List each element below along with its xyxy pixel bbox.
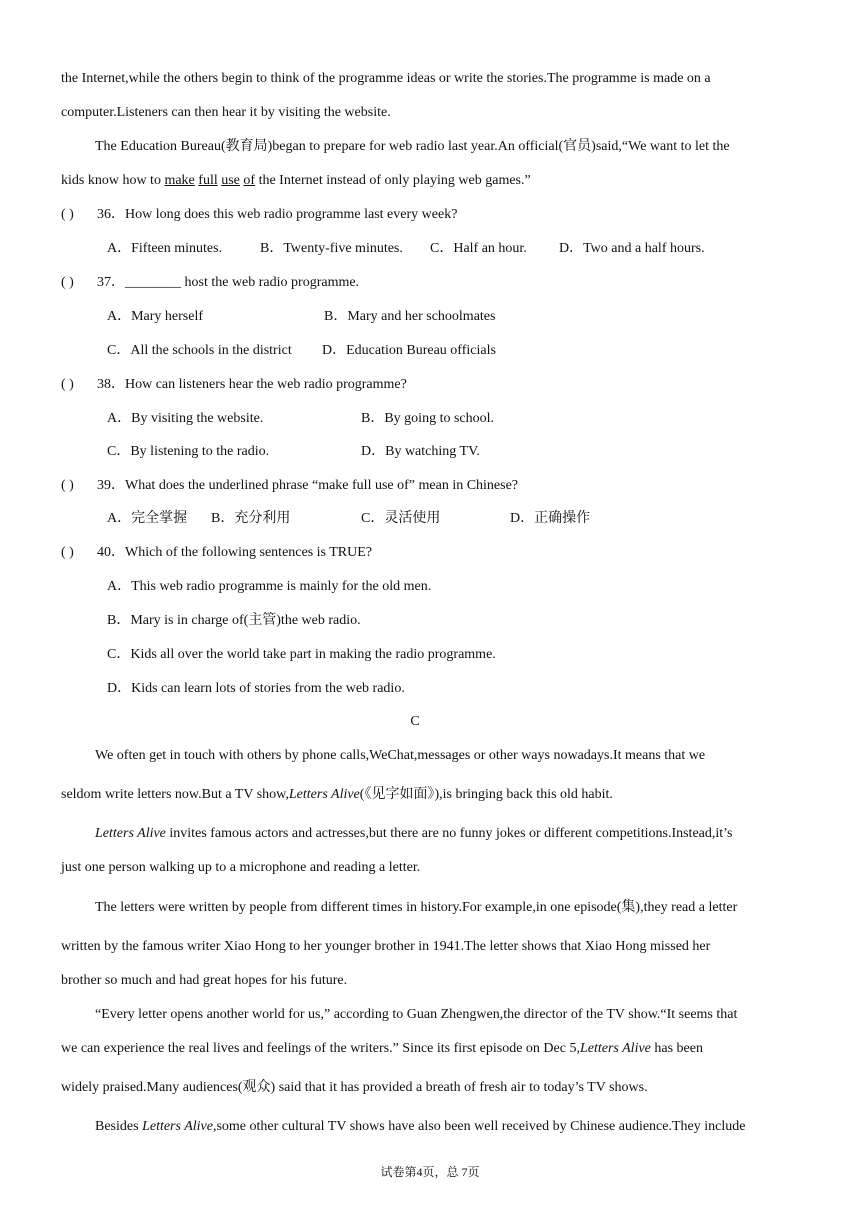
question-40: 40．Which of the following sentences is TRUE? [97, 545, 373, 560]
passage-c-line: We often get in touch with others by phone calls,WeChat,messages or other ways nowadays.It means that we [95, 748, 706, 763]
option-d: D．By watching TV. [361, 444, 480, 459]
option-b: B．Twenty-five minutes. [260, 241, 403, 256]
show-title: Letters Alive [288, 787, 360, 802]
text: (《见字如面》),is bringing back this old habit. [359, 787, 613, 802]
answer-blank: ( ) [61, 478, 74, 493]
option-a: A．Mary herself [107, 309, 204, 324]
passage-b-line-underlined-phrase [61, 172, 531, 190]
option-d: D．Education Bureau officials [322, 343, 496, 358]
passage-c-line [61, 786, 613, 804]
show-title: Letters Alive [142, 1119, 213, 1134]
passage-b-line: the Internet,while the others begin to think of the programme ideas or write the stories.The programme is made on a [61, 71, 711, 86]
page-footer: 试卷第4页，总 7页 [380, 1165, 480, 1179]
passage-c-line [95, 1118, 745, 1136]
option-d: D．正确操作 [510, 511, 591, 526]
text: invites famous actors and actresses,but there are no funny jokes or different competitions.Instead,it’s [165, 826, 733, 841]
option-c: C．All the schools in the district [107, 343, 292, 358]
underlined-word: of [243, 173, 256, 188]
option-a: A．This web radio programme is mainly for the old men. [107, 579, 432, 594]
text: has been [650, 1041, 703, 1056]
answer-blank: ( ) [61, 207, 74, 222]
option-b: B．By going to school. [361, 411, 495, 426]
passage-c-line [61, 1040, 703, 1058]
option-a: A．Fifteen minutes. [107, 241, 223, 256]
option-a: A．By visiting the website. [107, 411, 264, 426]
text: we can experience the real lives and feelings of the writers.” Since its first episode on Dec 5, [61, 1041, 580, 1056]
passage-b-line: computer.Listeners can then hear it by visiting the website. [61, 105, 391, 120]
option-d: D．Two and a half hours. [559, 241, 705, 256]
text: the Internet instead of only playing web games.” [255, 173, 531, 188]
underlined-word: use [221, 173, 240, 188]
passage-c-line: brother so much and had great hopes for his future. [61, 973, 348, 988]
option-c: C．Kids all over the world take part in making the radio programme. [107, 647, 496, 662]
option-a: A．完全掌握 [107, 511, 188, 526]
option-c: C．Half an hour. [430, 241, 527, 256]
passage-c-line [95, 825, 733, 843]
question-39: 39．What does the underlined phrase “make full use of” mean in Chinese? [97, 478, 519, 493]
option-c: C．灵活使用 [361, 511, 441, 526]
question-37: 37．________ host the web radio programme. [97, 275, 360, 290]
text: Besides [95, 1119, 143, 1134]
question-36: 36．How long does this web radio programme last every week? [97, 207, 458, 222]
answer-blank: ( ) [61, 545, 74, 560]
passage-b-line: The Education Bureau(教育局)began to prepare for web radio last year.An official(官员)said,“We want to let the [95, 139, 730, 154]
answer-blank: ( ) [61, 377, 74, 392]
option-b: B．Mary and her schoolmates [324, 309, 496, 324]
passage-c-line: just one person walking up to a microphone and reading a letter. [61, 860, 421, 875]
passage-c-line: “Every letter opens another world for us,” according to Guan Zhengwen,the director of the TV show.“It seems that [95, 1007, 738, 1022]
passage-c-line: The letters were written by people from different times in history.For example,in one episode(集),they read a letter [95, 900, 738, 915]
option-b: B．Mary is in charge of(主管)the web radio. [107, 613, 361, 628]
section-heading: C [410, 714, 420, 729]
passage-c-line: written by the famous writer Xiao Hong to her younger brother in 1941.The letter shows that Xiao Hong missed her [61, 939, 711, 954]
answer-blank: ( ) [61, 275, 74, 290]
text: seldom write letters now.But a TV show, [61, 787, 289, 802]
underlined-word: full [198, 173, 218, 188]
option-b: B．充分利用 [211, 511, 291, 526]
text: ,some other cultural TV shows have also been well received by Chinese audience.They include [212, 1119, 746, 1134]
text: kids know how to [61, 173, 165, 188]
option-d: D．Kids can learn lots of stories from the web radio. [107, 681, 405, 696]
show-title: Letters Alive [579, 1041, 651, 1056]
passage-c-line: widely praised.Many audiences(观众) said that it has provided a breath of fresh air to today’s TV shows. [61, 1080, 648, 1095]
underlined-word: make [164, 173, 195, 188]
show-title: Letters Alive [95, 826, 166, 841]
question-38: 38．How can listeners hear the web radio programme? [97, 377, 407, 392]
option-c: C．By listening to the radio. [107, 444, 270, 459]
